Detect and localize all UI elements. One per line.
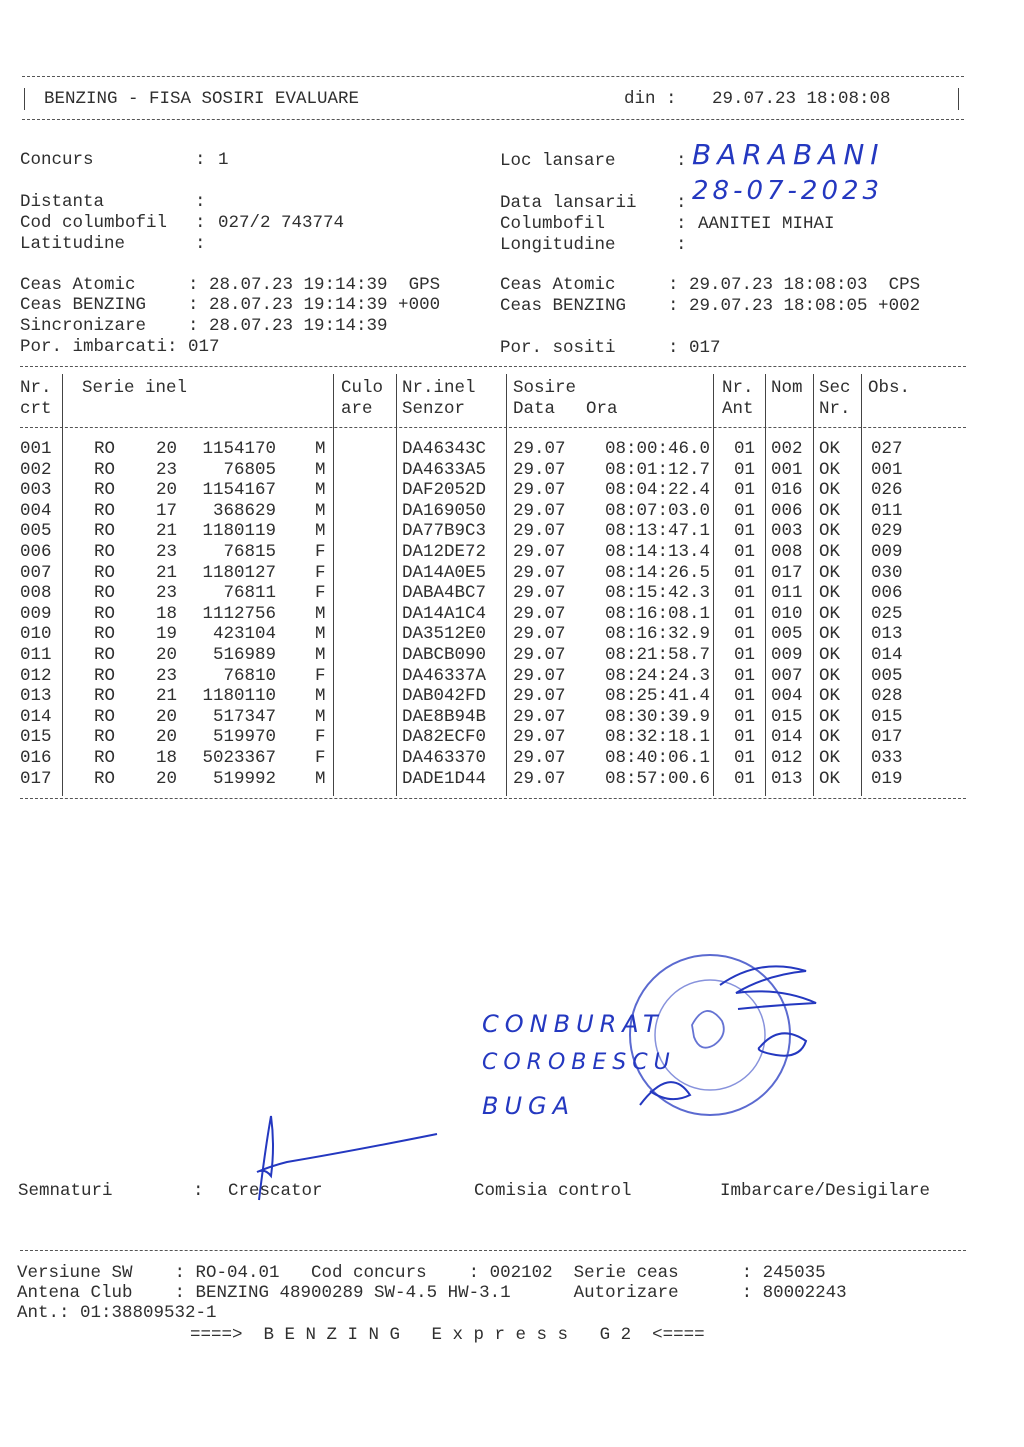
footer-line-1: Versiune SW : RO-04.01 Cod concurs : 002102 Serie ceas : 245035: [17, 1263, 826, 1283]
cell-obs: 026: [871, 480, 903, 501]
table-bottom-rule: [20, 798, 966, 799]
cell-nom: 016: [771, 480, 803, 501]
cod-columbofil-label: Cod columbofil: [20, 213, 168, 233]
cell-senzor: DA4633A5: [402, 459, 487, 480]
cell-sec: OK: [819, 768, 841, 789]
cell-sex: M: [315, 624, 326, 645]
signatures-colon: :: [193, 1181, 204, 1201]
cell-sec: OK: [819, 665, 841, 686]
header-nr: Nr.: [20, 378, 52, 398]
cell-tara: RO: [94, 542, 116, 562]
cell-an: 17: [156, 500, 178, 521]
cell-sex: M: [315, 706, 326, 727]
cell-nr: 004: [20, 500, 52, 521]
cell-sec: OK: [819, 624, 841, 645]
cell-tara: RO: [94, 603, 116, 624]
header-top-rule: [22, 76, 964, 77]
cell-sec: OK: [819, 542, 841, 562]
cell-ora: 08:21:58.7: [604, 645, 710, 665]
header-right-bar: [958, 88, 959, 110]
col-sep: [713, 374, 714, 796]
cell-an: 23: [156, 459, 178, 480]
col-sep: [813, 374, 814, 796]
right-benzing-clock: Ceas BENZING : 29.07.23 18:08:05 +002: [500, 296, 921, 316]
cell-tara: RO: [94, 706, 116, 727]
table-top-rule: [20, 366, 966, 367]
cell-ant: 01: [734, 748, 756, 768]
cell-senzor: DA77B9C3: [402, 521, 487, 542]
cell-tara: RO: [94, 686, 116, 707]
cell-inel: 1154167: [202, 480, 276, 501]
header-date-value: 29.07.23 18:08:08: [712, 89, 891, 109]
cell-inel: 423104: [212, 624, 276, 645]
cell-ora: 08:07:03.0: [604, 500, 710, 521]
cell-tara: RO: [94, 521, 116, 542]
cell-sec: OK: [819, 500, 841, 521]
cell-an: 23: [156, 542, 178, 562]
cell-ora: 08:14:13.4: [604, 542, 710, 562]
cell-data: 29.07: [513, 500, 566, 521]
cell-sec: OK: [819, 645, 841, 665]
cell-tara: RO: [94, 768, 116, 789]
cell-tara: RO: [94, 748, 116, 768]
cell-sec: OK: [819, 727, 841, 748]
commission-name-1: CONBURAT: [482, 1010, 664, 1038]
cell-data: 29.07: [513, 562, 566, 583]
columbofil-colon: :: [676, 214, 687, 234]
header-date-label: din :: [624, 89, 677, 109]
cell-nom: 003: [771, 521, 803, 542]
cell-sex: M: [315, 480, 326, 501]
cell-sex: M: [315, 645, 326, 665]
cell-an: 18: [156, 603, 178, 624]
cell-ant: 01: [734, 624, 756, 645]
cell-ora: 08:57:00.6: [604, 768, 710, 789]
cell-obs: 030: [871, 562, 903, 583]
cell-nom: 001: [771, 459, 803, 480]
cell-inel: 519992: [212, 768, 276, 789]
cell-an: 21: [156, 686, 178, 707]
header-nom: Nom: [771, 378, 803, 398]
cell-ant: 01: [734, 706, 756, 727]
cod-columbofil-colon: :: [195, 213, 206, 233]
cell-data: 29.07: [513, 459, 566, 480]
birds-arrived: Por. sositi : 017: [500, 338, 721, 358]
col-sep: [62, 374, 63, 796]
commission-name-3: BUGA: [482, 1092, 576, 1120]
cell-sex: F: [315, 562, 326, 583]
cell-sec: OK: [819, 706, 841, 727]
cell-sex: M: [315, 768, 326, 789]
cell-ora: 08:13:47.1: [604, 521, 710, 542]
cell-sex: M: [315, 686, 326, 707]
cell-nom: 014: [771, 727, 803, 748]
cell-nom: 007: [771, 665, 803, 686]
cell-an: 20: [156, 727, 178, 748]
cell-nr: 003: [20, 480, 52, 501]
cell-sex: F: [315, 665, 326, 686]
left-sync: Sincronizare : 28.07.23 19:14:39: [20, 316, 388, 336]
data-lansarii-handwritten: 28-07-2023: [692, 176, 884, 206]
cell-nom: 009: [771, 645, 803, 665]
cell-tara: RO: [94, 665, 116, 686]
cell-senzor: DA14A1C4: [402, 603, 487, 624]
cell-obs: 027: [871, 439, 903, 459]
cell-nom: 013: [771, 768, 803, 789]
cell-nom: 012: [771, 748, 803, 768]
header-nr-ant: Nr.: [722, 378, 754, 398]
cell-sex: F: [315, 583, 326, 604]
concurs-colon: :: [195, 150, 206, 170]
cell-nom: 004: [771, 686, 803, 707]
left-benzing-clock: Ceas BENZING : 28.07.23 19:14:39 +000: [20, 295, 441, 315]
col-sep: [506, 374, 507, 796]
cell-nr: 012: [20, 665, 52, 686]
cell-ant: 01: [734, 686, 756, 707]
cell-ora: 08:04:22.4: [604, 480, 710, 501]
cell-obs: 005: [871, 665, 903, 686]
cell-senzor: DADE1D44: [402, 768, 487, 789]
cell-obs: 009: [871, 542, 903, 562]
cell-sex: M: [315, 439, 326, 459]
cell-inel: 76811: [223, 583, 276, 604]
cell-senzor: DA3512E0: [402, 624, 487, 645]
cell-sec: OK: [819, 521, 841, 542]
table-header-rule: [20, 427, 966, 428]
signature-breeder: Crescator: [228, 1181, 323, 1201]
cell-ant: 01: [734, 727, 756, 748]
header-obs: Obs.: [868, 378, 911, 398]
signature-commission: Comisia control: [474, 1181, 632, 1201]
cell-ant: 01: [734, 645, 756, 665]
data-lansarii-label: Data lansarii: [500, 193, 637, 213]
cell-nr: 015: [20, 727, 52, 748]
cell-senzor: DABA4BC7: [402, 583, 487, 604]
cell-senzor: DA169050: [402, 500, 487, 521]
cell-inel: 76815: [223, 542, 276, 562]
cell-sec: OK: [819, 459, 841, 480]
data-lansarii-colon: :: [676, 193, 687, 213]
cell-data: 29.07: [513, 706, 566, 727]
cell-an: 20: [156, 480, 178, 501]
cell-nr: 008: [20, 583, 52, 604]
col-sep: [765, 374, 766, 796]
cell-inel: 1154170: [202, 439, 276, 459]
cell-ant: 01: [734, 583, 756, 604]
cell-data: 29.07: [513, 480, 566, 501]
cell-sec: OK: [819, 480, 841, 501]
cell-sex: F: [315, 727, 326, 748]
cell-nr: 009: [20, 603, 52, 624]
header-data: Data: [513, 399, 556, 419]
cell-ora: 08:24:24.3: [604, 665, 710, 686]
cell-an: 21: [156, 521, 178, 542]
header-left-bar: [24, 88, 25, 110]
header-crt: crt: [20, 399, 52, 419]
cell-nr: 005: [20, 521, 52, 542]
cell-sec: OK: [819, 686, 841, 707]
footer-rule: [20, 1250, 966, 1251]
cell-senzor: DA82ECF0: [402, 727, 487, 748]
cell-nr: 014: [20, 706, 52, 727]
cell-obs: 014: [871, 645, 903, 665]
columbofil-value: AANITEI MIHAI: [698, 214, 835, 234]
cell-nom: 017: [771, 562, 803, 583]
cell-obs: 033: [871, 748, 903, 768]
cell-ant: 01: [734, 439, 756, 459]
cell-ora: 08:16:32.9: [604, 624, 710, 645]
cell-data: 29.07: [513, 768, 566, 789]
cell-nr: 007: [20, 562, 52, 583]
cell-an: 20: [156, 706, 178, 727]
cell-senzor: DAF2052D: [402, 480, 487, 501]
cell-inel: 517347: [212, 706, 276, 727]
cell-nom: 011: [771, 583, 803, 604]
cell-nr: 013: [20, 686, 52, 707]
cell-sec: OK: [819, 603, 841, 624]
cell-nom: 015: [771, 706, 803, 727]
cell-sex: F: [315, 542, 326, 562]
cell-tara: RO: [94, 583, 116, 604]
cell-nr: 017: [20, 768, 52, 789]
cell-an: 20: [156, 768, 178, 789]
cell-data: 29.07: [513, 624, 566, 645]
cell-nr: 006: [20, 542, 52, 562]
cell-data: 29.07: [513, 439, 566, 459]
cell-an: 19: [156, 624, 178, 645]
cell-tara: RO: [94, 480, 116, 501]
cell-ant: 01: [734, 603, 756, 624]
page-title: BENZING - FISA SOSIRI EVALUARE: [44, 89, 360, 109]
cell-ora: 08:30:39.9: [604, 706, 710, 727]
cell-ant: 01: [734, 480, 756, 501]
cell-senzor: DA14A0E5: [402, 562, 487, 583]
footer-line-2: Antena Club : BENZING 48900289 SW-4.5 HW-3.1 Autorizare : 80002243: [17, 1283, 847, 1303]
concurs-label: Concurs: [20, 150, 94, 170]
cell-obs: 006: [871, 583, 903, 604]
cell-sex: M: [315, 500, 326, 521]
columbofil-label: Columbofil: [500, 214, 606, 234]
loc-lansare-colon: :: [676, 151, 687, 171]
cell-senzor: DA46337A: [402, 665, 487, 686]
cell-ant: 01: [734, 768, 756, 789]
cell-tara: RO: [94, 562, 116, 583]
cell-obs: 028: [871, 686, 903, 707]
cell-ora: 08:00:46.0: [604, 439, 710, 459]
longitudine-colon: :: [676, 235, 687, 255]
cell-data: 29.07: [513, 645, 566, 665]
cell-obs: 001: [871, 459, 903, 480]
cell-an: 20: [156, 439, 178, 459]
cod-columbofil-value: 027/2 743774: [218, 213, 345, 233]
cell-nr: 016: [20, 748, 52, 768]
cell-nom: 008: [771, 542, 803, 562]
header-bottom-rule: [22, 119, 964, 120]
cell-tara: RO: [94, 500, 116, 521]
cell-senzor: DA463370: [402, 748, 487, 768]
cell-ora: 08:16:08.1: [604, 603, 710, 624]
cell-tara: RO: [94, 727, 116, 748]
footer-brand: ====> B E N Z I N G E x p r e s s G 2 <====: [190, 1325, 705, 1345]
signatures-label: Semnaturi: [18, 1181, 113, 1201]
col-sep: [396, 374, 397, 796]
cell-sec: OK: [819, 439, 841, 459]
cell-tara: RO: [94, 624, 116, 645]
cell-sec: OK: [819, 583, 841, 604]
cell-obs: 019: [871, 768, 903, 789]
cell-nr: 010: [20, 624, 52, 645]
header-ant: Ant: [722, 399, 754, 419]
cell-ant: 01: [734, 521, 756, 542]
header-serie-inel: Serie inel: [82, 378, 188, 398]
cell-senzor: DA12DE72: [402, 542, 487, 562]
cell-an: 23: [156, 665, 178, 686]
signature-embarkation: Imbarcare/Desigilare: [720, 1181, 931, 1201]
distanta-colon: :: [195, 192, 206, 212]
cell-sex: M: [315, 603, 326, 624]
commission-name-2: COROBESCU: [482, 1050, 676, 1075]
latitudine-label: Latitudine: [20, 234, 126, 254]
cell-inel: 76805: [223, 459, 276, 480]
cell-ant: 01: [734, 542, 756, 562]
cell-inel: 76810: [223, 665, 276, 686]
cell-obs: 017: [871, 727, 903, 748]
cell-nr: 001: [20, 439, 52, 459]
left-atomic-clock: Ceas Atomic : 28.07.23 19:14:39 GPS: [20, 275, 441, 295]
cell-inel: 368629: [212, 500, 276, 521]
cell-obs: 011: [871, 500, 903, 521]
cell-ora: 08:32:18.1: [604, 727, 710, 748]
cell-senzor: DAE8B94B: [402, 706, 487, 727]
cell-inel: 1180127: [202, 562, 276, 583]
cell-obs: 015: [871, 706, 903, 727]
cell-tara: RO: [94, 645, 116, 665]
cell-ant: 01: [734, 665, 756, 686]
distanta-label: Distanta: [20, 192, 105, 212]
cell-senzor: DAB042FD: [402, 686, 487, 707]
cell-inel: 1180119: [202, 521, 276, 542]
cell-an: 18: [156, 748, 178, 768]
header-ora: Ora: [586, 399, 618, 419]
cell-nr: 011: [20, 645, 52, 665]
cell-sex: M: [315, 521, 326, 542]
footer-line-3: Ant.: 01:38809532-1: [17, 1303, 217, 1323]
cell-an: 21: [156, 562, 178, 583]
cell-tara: RO: [94, 439, 116, 459]
col-sep: [333, 374, 334, 796]
cell-data: 29.07: [513, 521, 566, 542]
header-culo: Culo: [341, 378, 384, 398]
latitudine-colon: :: [195, 234, 206, 254]
cell-inel: 519970: [212, 727, 276, 748]
cell-ora: 08:14:26.5: [604, 562, 710, 583]
header-sec: Sec: [819, 378, 851, 398]
cell-data: 29.07: [513, 542, 566, 562]
cell-inel: 1180110: [202, 686, 276, 707]
loc-lansare-handwritten: BARABANI: [692, 138, 885, 171]
cell-data: 29.07: [513, 748, 566, 768]
birds-embarked: Por. imbarcati: 017: [20, 337, 220, 357]
cell-inel: 1112756: [202, 603, 276, 624]
concurs-value: 1: [218, 150, 229, 170]
header-sec-nr: Nr.: [819, 399, 851, 419]
cell-data: 29.07: [513, 665, 566, 686]
cell-nom: 005: [771, 624, 803, 645]
cell-nom: 010: [771, 603, 803, 624]
header-nr-inel: Nr.inel: [402, 378, 476, 398]
right-atomic-clock: Ceas Atomic : 29.07.23 18:08:03 CPS: [500, 275, 921, 295]
header-sosire: Sosire: [513, 378, 577, 398]
longitudine-label: Longitudine: [500, 235, 616, 255]
header-are: are: [341, 399, 373, 419]
header-senzor: Senzor: [402, 399, 466, 419]
cell-data: 29.07: [513, 583, 566, 604]
cell-nom: 002: [771, 439, 803, 459]
cell-inel: 516989: [212, 645, 276, 665]
cell-senzor: DA46343C: [402, 439, 487, 459]
cell-ant: 01: [734, 459, 756, 480]
cell-sec: OK: [819, 748, 841, 768]
cell-sex: M: [315, 459, 326, 480]
cell-data: 29.07: [513, 603, 566, 624]
cell-an: 23: [156, 583, 178, 604]
cell-ant: 01: [734, 562, 756, 583]
cell-tara: RO: [94, 459, 116, 480]
cell-ora: 08:25:41.4: [604, 686, 710, 707]
cell-ant: 01: [734, 500, 756, 521]
loc-lansare-label: Loc lansare: [500, 151, 616, 171]
cell-an: 20: [156, 645, 178, 665]
cell-data: 29.07: [513, 727, 566, 748]
col-sep: [861, 374, 862, 796]
cell-inel: 5023367: [202, 748, 276, 768]
cell-data: 29.07: [513, 686, 566, 707]
cell-ora: 08:01:12.7: [604, 459, 710, 480]
cell-sec: OK: [819, 562, 841, 583]
cell-obs: 025: [871, 603, 903, 624]
cell-obs: 029: [871, 521, 903, 542]
cell-ora: 08:15:42.3: [604, 583, 710, 604]
cell-senzor: DABCB090: [402, 645, 487, 665]
cell-nom: 006: [771, 500, 803, 521]
cell-ora: 08:40:06.1: [604, 748, 710, 768]
cell-obs: 013: [871, 624, 903, 645]
cell-sex: F: [315, 748, 326, 768]
cell-nr: 002: [20, 459, 52, 480]
